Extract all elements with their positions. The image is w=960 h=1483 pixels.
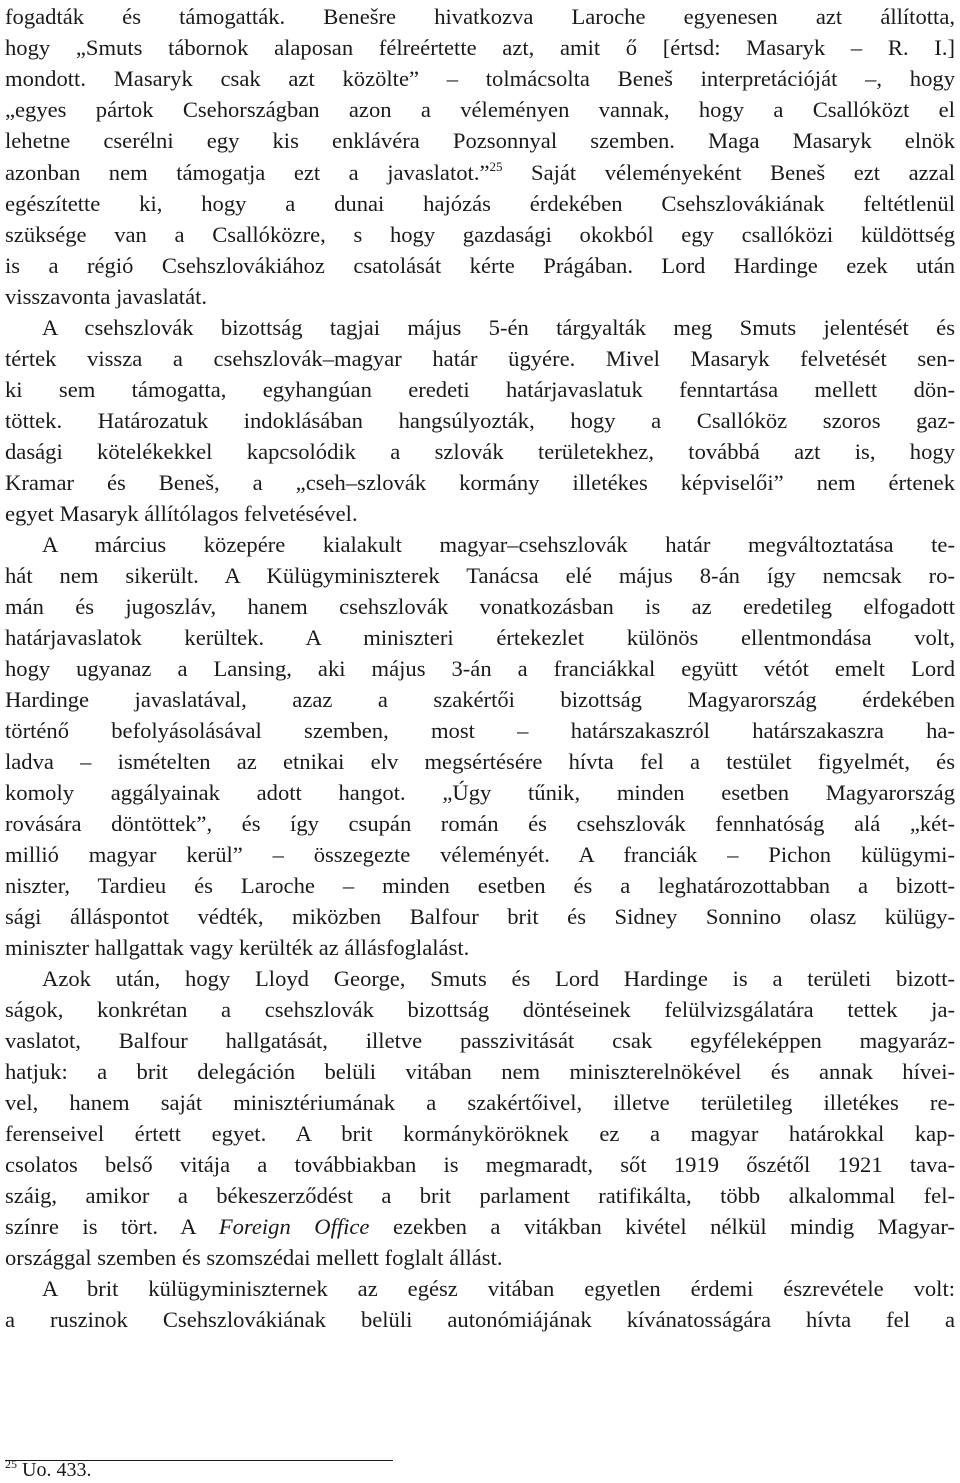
text-line: „egyes pártok Csehországban azon a véleményen vannak, hogy a Csallóközt el: [5, 97, 955, 122]
text-line: miniszter hallgattak vagy kerülték az állásfoglalást.: [5, 935, 470, 960]
paragraph-first-line: Azok után, hogy Lloyd George, Smuts és Lord Hardinge is a területi bizott-: [42, 966, 955, 991]
text-line: Hardinge javaslatával, azaz a szakértői bizottság Magyarország érdekében: [5, 687, 955, 712]
text-line: történő befolyásolásával szemben, most – határszakaszról határszakaszra ha-: [5, 718, 955, 743]
text-line: szüksége van a Csallóközre, s hogy gazdasági okokból egy csallóközi küldöttség: [5, 222, 955, 247]
closing-quote: ”: [479, 160, 490, 185]
text-line: vel, hanem saját minisztériumának a szakértőivel, illetve területileg illetékes re-: [5, 1090, 955, 1115]
text-line: ferenseivel értett egyet. A brit kormányköröknek ez a magyar határokkal kap-: [5, 1121, 955, 1146]
text-line: hatjuk: a brit delegáción belüli vitában nem miniszterelnökével és annak hívei-: [5, 1059, 955, 1084]
italic-term: Foreign Office: [218, 1214, 370, 1239]
text-line: töttek. Határozatuk indoklásában hangsúlyozták, hogy a Csallóköz szoros gaz-: [5, 408, 955, 433]
text-line: azonban nem támogatja ezt a javaslatot.”$^{25}$ Saját véleményeként Beneš ezt azzal: [5, 159, 955, 185]
text-line: is a régió Csehszlovákiához csatolását kérte Prágában. Lord Hardinge ezek után: [5, 253, 955, 278]
text-line: tértek vissza a csehszlovák–magyar határ ügyére. Mivel Masaryk felvetését sen-: [5, 346, 955, 371]
text-line: rovására döntöttek”, és így csupán román és csehszlovák fennhatóság alá „két-: [5, 811, 955, 836]
text-line: komoly aggályainak adott hangot. „Úgy tűnik, minden esetben Magyarország: [5, 780, 955, 805]
footnote: [5, 1457, 91, 1483]
text-line: Kramar és Beneš, a „cseh–szlovák kormány illetékes képviselői” nem értenek: [5, 470, 955, 495]
footnote-reference: 25: [489, 159, 503, 174]
text-line: hogy „Smuts tábornok alaposan félreértette azt, amit ő [értsd: Masaryk – R. I.]: [5, 35, 955, 60]
text-line: fogadták és támogatták. Benešre hivatkozva Laroche egyenesen azt állította,: [5, 4, 955, 29]
text-line: lehetne cserélni egy kis enklávéra Pozsonnyal szemben. Maga Masaryk elnök: [5, 128, 955, 153]
paragraph-first-line: A brit külügyminiszternek az egész vitában egyetlen érdemi észrevétele volt:: [42, 1276, 955, 1301]
text-line: csolatos belső vitája a továbbiakban is megmaradt, sőt 1919 őszétől 1921 tava-: [5, 1152, 955, 1177]
footnote-text: Uo. 433.: [22, 1459, 92, 1481]
text-line: hogy ugyanaz a Lansing, aki május 3-án a franciákkal együtt vétót emelt Lord: [5, 656, 955, 681]
text-line: ladva – ismételten az etnikai elv megsértésére hívta fel a testület figyelmét, és: [5, 749, 955, 774]
text-line: ki sem támogatta, egyhangúan eredeti határjavaslatuk fenntartása mellett dön-: [5, 377, 955, 402]
text-line: hát nem sikerült. A Külügyminiszterek Tanácsa elé május 8-án így nemcsak ro-: [5, 563, 955, 588]
text-line: színre is tört. A Foreign Office ezekben a vitákban kivétel nélkül mindig Magyar-: [5, 1214, 955, 1239]
text-line: niszter, Tardieu és Laroche – minden esetben és a leghatározottabban a bizott-: [5, 873, 955, 898]
footnote-number: 25: [5, 1457, 17, 1471]
text-line: a ruszinok Csehszlovákiának belüli autonómiájának kívánatosságára hívta fel a: [5, 1307, 955, 1332]
text-line: ságok, konkrétan a csehszlovák bizottság döntéseinek felülvizsgálatára tettek ja-: [5, 997, 955, 1022]
text-line: egészítette ki, hogy a dunai hajózás érdekében Csehszlovákiának feltétlenül: [5, 191, 955, 216]
text-line: egyet Masaryk állítólagos felvetésével.: [5, 501, 358, 526]
text-line: vaslatot, Balfour hallgatását, illetve passzivitását csak egyféleképpen magyaráz-: [5, 1028, 955, 1053]
text-line: sági álláspontot védték, miközben Balfour brit és Sidney Sonnino olasz külügy-: [5, 904, 955, 929]
text-line: millió magyar kerül” – összegezte véleményét. A franciák – Pichon külügymi-: [5, 842, 955, 867]
text-line: határjavaslatok kerültek. A miniszteri értekezlet különös ellentmondása volt,: [5, 625, 955, 650]
text-line: mondott. Masaryk csak azt közölte” – tolmácsolta Beneš interpretációját –, hogy: [5, 66, 955, 91]
text-line: országgal szemben és szomszédai mellett foglalt állást.: [5, 1245, 503, 1270]
text-line: száig, amikor a békeszerződést a brit parlament ratifikálta, több alkalommal fel-: [5, 1183, 955, 1208]
text-line: visszavonta javaslatát.: [5, 284, 208, 309]
text-line: dasági kötelékekkel kapcsolódik a szlovák területekhez, továbbá azt is, hogy: [5, 439, 955, 464]
text-line: mán és jugoszláv, hanem csehszlovák vonatkozásban is az eredetileg elfogadott: [5, 594, 955, 619]
paragraph-first-line: A csehszlovák bizottság tagjai május 5-én tárgyalták meg Smuts jelentését és: [42, 315, 955, 340]
paragraph-first-line: A március közepére kialakult magyar–csehszlovák határ megváltoztatása te-: [42, 532, 955, 557]
